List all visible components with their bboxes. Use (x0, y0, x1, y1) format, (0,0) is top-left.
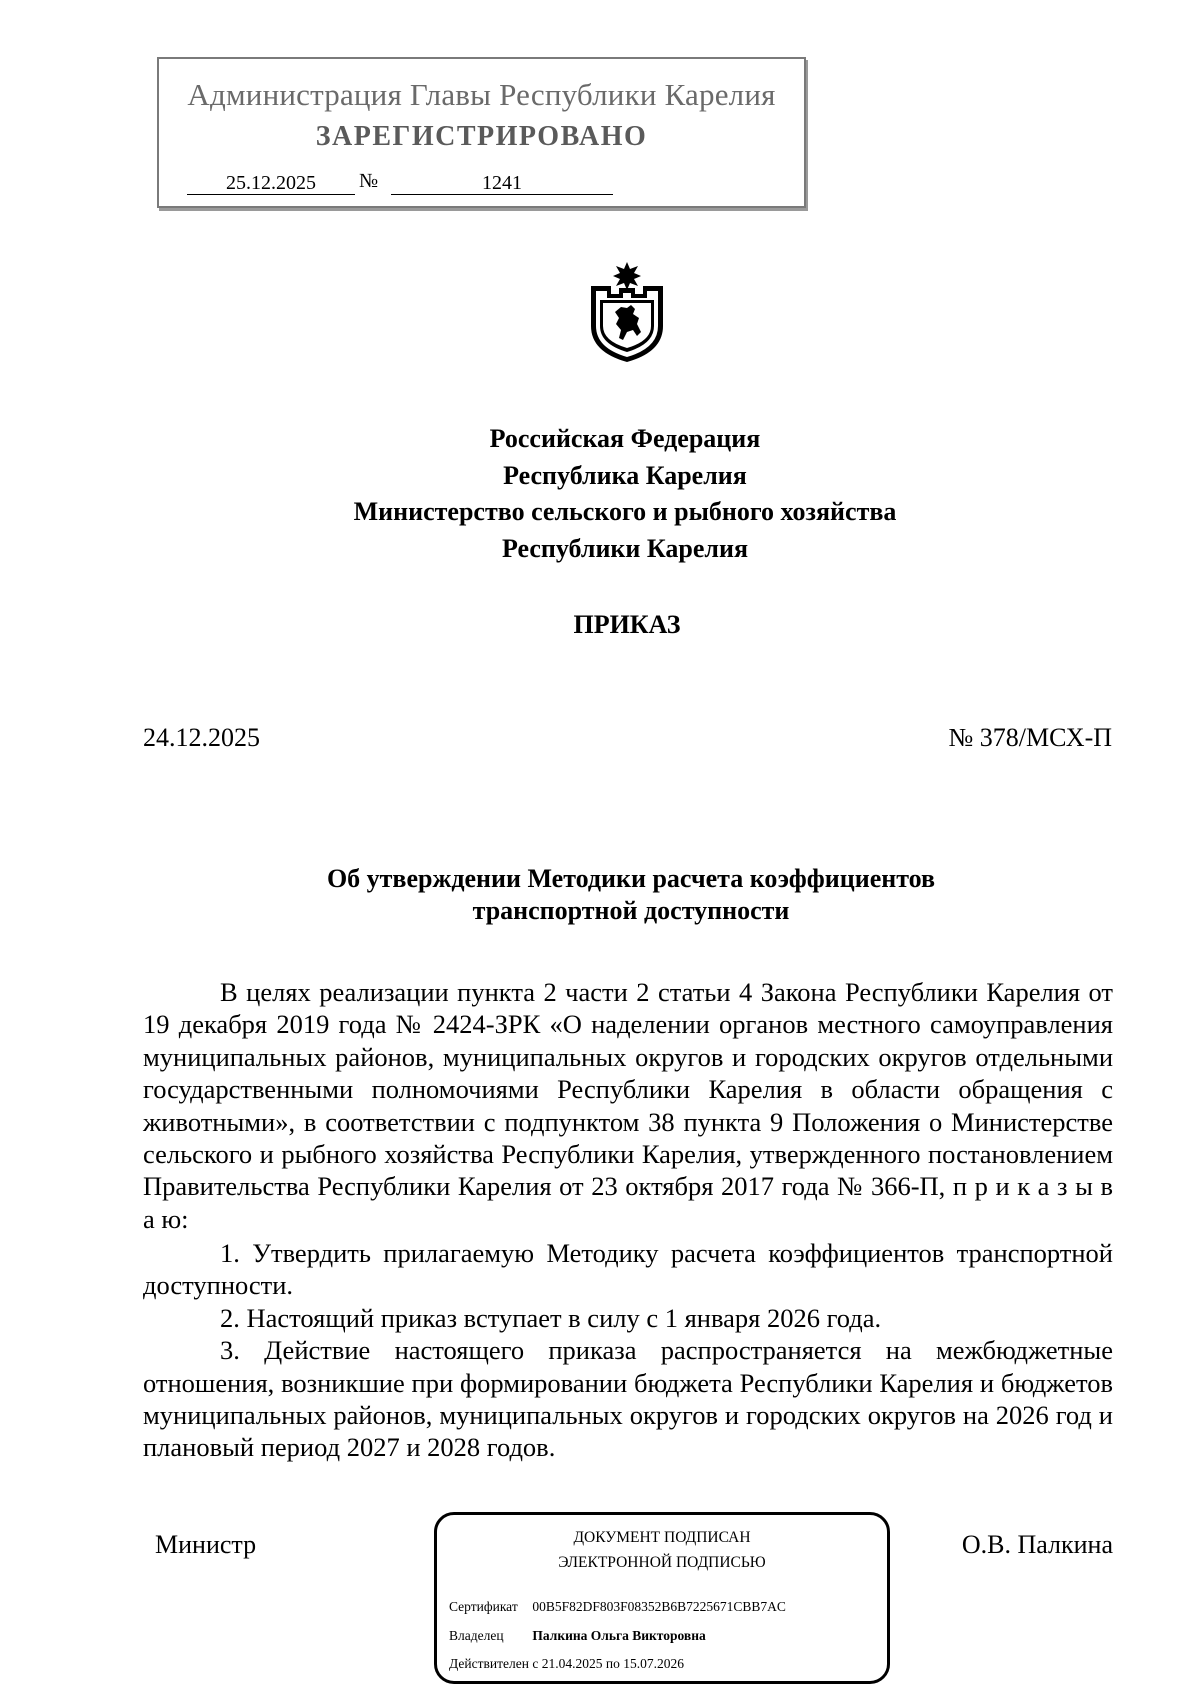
signatory-name: О.В. Палкина (961, 1530, 1113, 1559)
esig-certificate-value: 00B5F82DF803F08352B6B7225671CBB7AC (532, 1599, 786, 1614)
registration-number: 1241 (391, 172, 613, 195)
order-item-3: 3. Действие настоящего приказа распространяется на межбюджетные отношения, возникшие при формировании бюджета Республики Карелия и бюджетов муниципальных районов, муниципальных округов и городских округов на 2026 год и плановый период 2027 и 2028 годов. (143, 1335, 1113, 1463)
esig-validity-row (449, 1656, 684, 1672)
registration-number-label: № (359, 170, 379, 192)
subject-line-1: Об утверждении Методики расчета коэффициентов (326, 864, 936, 893)
order-item-1: 1. Утвердить прилагаемую Методику расчета коэффициентов транспортной доступности. (143, 1238, 1113, 1301)
order-item-2: 2. Настоящий приказ вступает в силу с 1 января 2026 года. (220, 1302, 882, 1333)
registration-stamp-authority: Администрация Главы Республики Карелия (187, 77, 776, 112)
esig-title-line-1: ДОКУМЕНТ ПОДПИСАН (573, 1529, 751, 1546)
signatory-title: Министр (155, 1530, 257, 1559)
document-number: № 378/МСХ-П (948, 723, 1112, 752)
preamble-paragraph: В целях реализации пункта 2 части 2 статьи 4 Закона Республики Карелия от 19 декабря 2019 года № 2424-ЗРК «О наделении органов местного самоуправления муниципальных районов, муниципальных округов и городских округов отдельными государственными полномочиями Республики Карелия в области обращения с животными», в соответствии с подпунктом 38 пункта 9 Положения о Министерстве сельского и рыбного хозяйства Республики Карелия, утвержденного постановлением Правительства Республики Карелия от 23 октября 2017 года № 366-П, п р и к а з ы в а ю: (143, 977, 1113, 1234)
subject-line-2: транспортной доступности (472, 896, 790, 925)
order-items (143, 1237, 1113, 1464)
header-ministry-region: Республики Карелия (501, 534, 749, 563)
registration-stamp (157, 57, 806, 208)
document-date: 24.12.2025 (143, 723, 260, 752)
karelia-coat-of-arms-icon (583, 260, 671, 364)
registration-date: 25.12.2025 (187, 172, 355, 195)
order-preamble (143, 976, 1113, 1235)
esig-certificate-label: Сертификат (449, 1599, 518, 1614)
esig-validity-label: Действителен (449, 1656, 529, 1671)
electronic-signature-stamp (434, 1512, 890, 1684)
header-ministry: Министерство сельского и рыбного хозяйства (353, 497, 897, 526)
esig-title-line-2: ЭЛЕКТРОННОЙ ПОДПИСЬЮ (558, 1554, 766, 1571)
header-country: Российская Федерация (489, 424, 761, 453)
esig-owner-value: Палкина Ольга Викторовна (532, 1628, 706, 1643)
order-title: ПРИКАЗ (573, 610, 681, 639)
esig-certificate-row (449, 1599, 786, 1615)
esig-validity-value: с 21.04.2025 по 15.07.2026 (532, 1656, 684, 1671)
registration-stamp-status: ЗАРЕГИСТРИРОВАНО (315, 121, 648, 152)
esig-owner-row (449, 1628, 706, 1644)
header-republic: Республика Карелия (503, 461, 747, 490)
esig-owner-label: Владелец (449, 1628, 504, 1643)
